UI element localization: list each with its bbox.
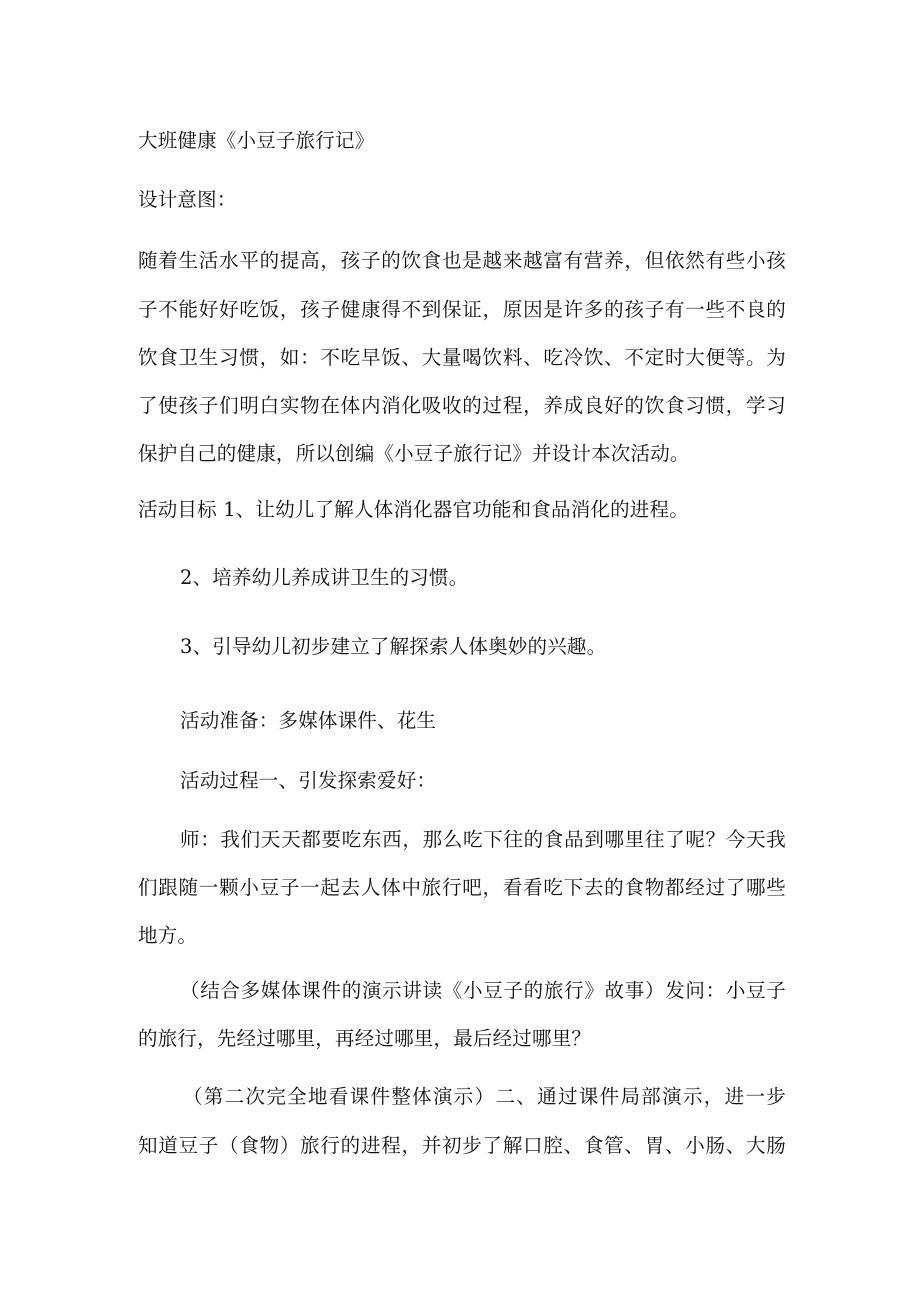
design-intent-line: 随着生活水平的提高，孩子的饮食也是越来越富有营养，但依然有些小孩 (138, 249, 786, 272)
teacher-paragraph-line: 师：我们天天都要吃东西，那么吃下往的食品到哪里往了呢？今天我 (180, 828, 786, 851)
design-intent-heading: 设计意图： (138, 188, 237, 211)
teacher-paragraph-line: 地方。 (138, 924, 198, 947)
multimedia-paragraph-line: 的旅行，先经过哪里，再经过哪里，最后经过哪里？ (138, 1027, 592, 1050)
second-demo-paragraph-line: （第二次完全地看课件整体演示）二、通过课件局部演示，进一步 (183, 1085, 786, 1108)
activity-preparation: 活动准备：多媒体课件、花生 (180, 709, 437, 732)
activity-goal-2: 2、培养幼儿养成讲卫生的习惯。 (180, 566, 469, 589)
multimedia-paragraph-line: （结合多媒体课件的演示讲读《小豆子的旅行》故事）发问：小豆子 (180, 979, 786, 1002)
design-intent-line: 了使孩子们明白实物在体内消化吸收的过程，养成良好的饮食习惯，学习 (138, 394, 786, 417)
activity-process-heading: 活动过程一、引发探索爱好： (180, 769, 437, 792)
teacher-paragraph-line: 们跟随一颗小豆子一起去人体中旅行吧，看看吃下去的食物都经过了哪些 (138, 876, 786, 899)
second-demo-paragraph-line: 知道豆子（食物）旅行的进程，并初步了解口腔、食管、胃、小肠、大肠 (138, 1134, 786, 1157)
design-intent-line: 饮食卫生习惯，如：不吃早饭、大量喝饮料、吃冷饮、不定时大便等。为 (138, 346, 786, 369)
activity-goal-1: 活动目标 1、让幼儿了解人体消化器官功能和食品消化的进程。 (138, 498, 689, 521)
design-intent-line: 子不能好好吃饭，孩子健康得不到保证，原因是许多的孩子有一些不良的 (138, 298, 786, 321)
activity-goal-3: 3、引导幼儿初步建立了解探索人体奥妙的兴趣。 (180, 635, 607, 658)
design-intent-line: 保护自己的健康，所以创编《小豆子旅行记》并设计本次活动。 (138, 442, 690, 465)
document-title: 大班健康《小豆子旅行记》 (138, 129, 375, 152)
